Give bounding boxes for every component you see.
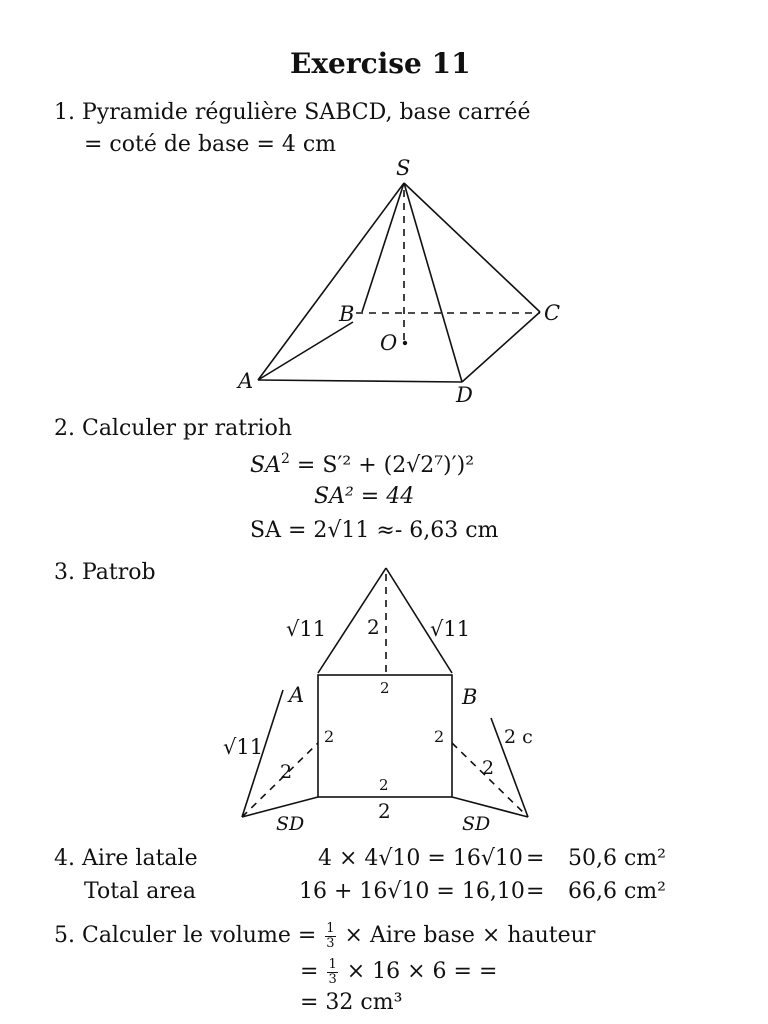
net-sd-left: SD	[276, 813, 305, 835]
label-S: S	[396, 156, 411, 180]
label-A: A	[238, 369, 254, 393]
net-label-A: A	[289, 683, 305, 707]
q2-eq2: SA² = 44	[314, 484, 415, 509]
net-tri-height: 2	[367, 615, 380, 639]
net-label-B: B	[462, 685, 478, 709]
q5-frac2-num: 1	[328, 957, 337, 972]
q4-label2: Total area	[84, 879, 196, 904]
q5-line2-a: =	[300, 959, 319, 985]
q1-line1: 1. Pyramide régulière SABCD, base carréé	[54, 100, 531, 125]
q5-line3: = 32 cm³	[300, 990, 403, 1015]
q2-eq1-rhs: = S′² + (2√2⁷)′)²	[296, 453, 475, 478]
net-left-side: 2	[324, 727, 335, 746]
q5-fraction-2	[327, 958, 337, 986]
q1-line2: = coté de base = 4 cm	[84, 132, 337, 157]
q4-label1: 4. Aire latale	[54, 846, 198, 871]
q4-val2: 66,6 cm²	[568, 879, 666, 904]
net-bottom-inner: 2	[379, 776, 389, 794]
net-right-2: 2	[482, 757, 495, 779]
net-right-2c: 2 c	[504, 726, 533, 748]
q5-line1-a: 5. Calculer le volume =	[54, 923, 317, 949]
net-sqrt11-left: √11	[286, 617, 327, 641]
q2-eq1-lhs: SA	[250, 453, 281, 478]
net-sqrt11-right: √11	[430, 617, 471, 641]
q5-fraction	[325, 922, 335, 950]
q5-line1	[54, 922, 595, 950]
net-left-2: 2	[280, 761, 293, 783]
q4-expr2: 16 + 16√10 = 16,10	[299, 879, 525, 904]
q4-val1: 50,6 cm²	[568, 846, 666, 871]
label-B: B	[339, 302, 355, 326]
q4-eq2: =	[526, 879, 545, 904]
label-C: C	[544, 301, 561, 325]
net-bottom-outer: 2	[378, 799, 391, 823]
q5-line2-b: × 16 × 6 = =	[346, 959, 498, 985]
net-right-side: 2	[434, 727, 445, 746]
q3-heading: 3. Patrob	[54, 560, 156, 585]
q4-eq1: =	[526, 846, 545, 871]
net-top-side: 2	[380, 679, 390, 697]
net-left-sqrt11: √11	[223, 735, 264, 759]
right-tri-dashed	[452, 743, 528, 817]
exercise-title: Exercise 11	[290, 47, 471, 80]
q5-frac-den: 3	[326, 935, 335, 951]
net-sd-right: SD	[462, 813, 491, 835]
q2-eq3: SA = 2√11 ≈- 6,63 cm	[250, 518, 499, 543]
q4-expr1: 4 × 4√10 = 16√10	[318, 846, 523, 871]
q5-line2	[300, 958, 497, 986]
q5-line1-b: × Aire base × hauteur	[344, 923, 596, 949]
label-D: D	[456, 383, 473, 407]
label-O: O	[380, 331, 398, 355]
q5-frac-num: 1	[326, 921, 335, 936]
q5-frac2-den: 3	[328, 971, 337, 987]
q2-heading: 2. Calculer pr ratrioh	[54, 416, 293, 441]
q2-eq1: $SA^2 = S'^2 + (2√2^7)')^2$	[250, 451, 475, 478]
